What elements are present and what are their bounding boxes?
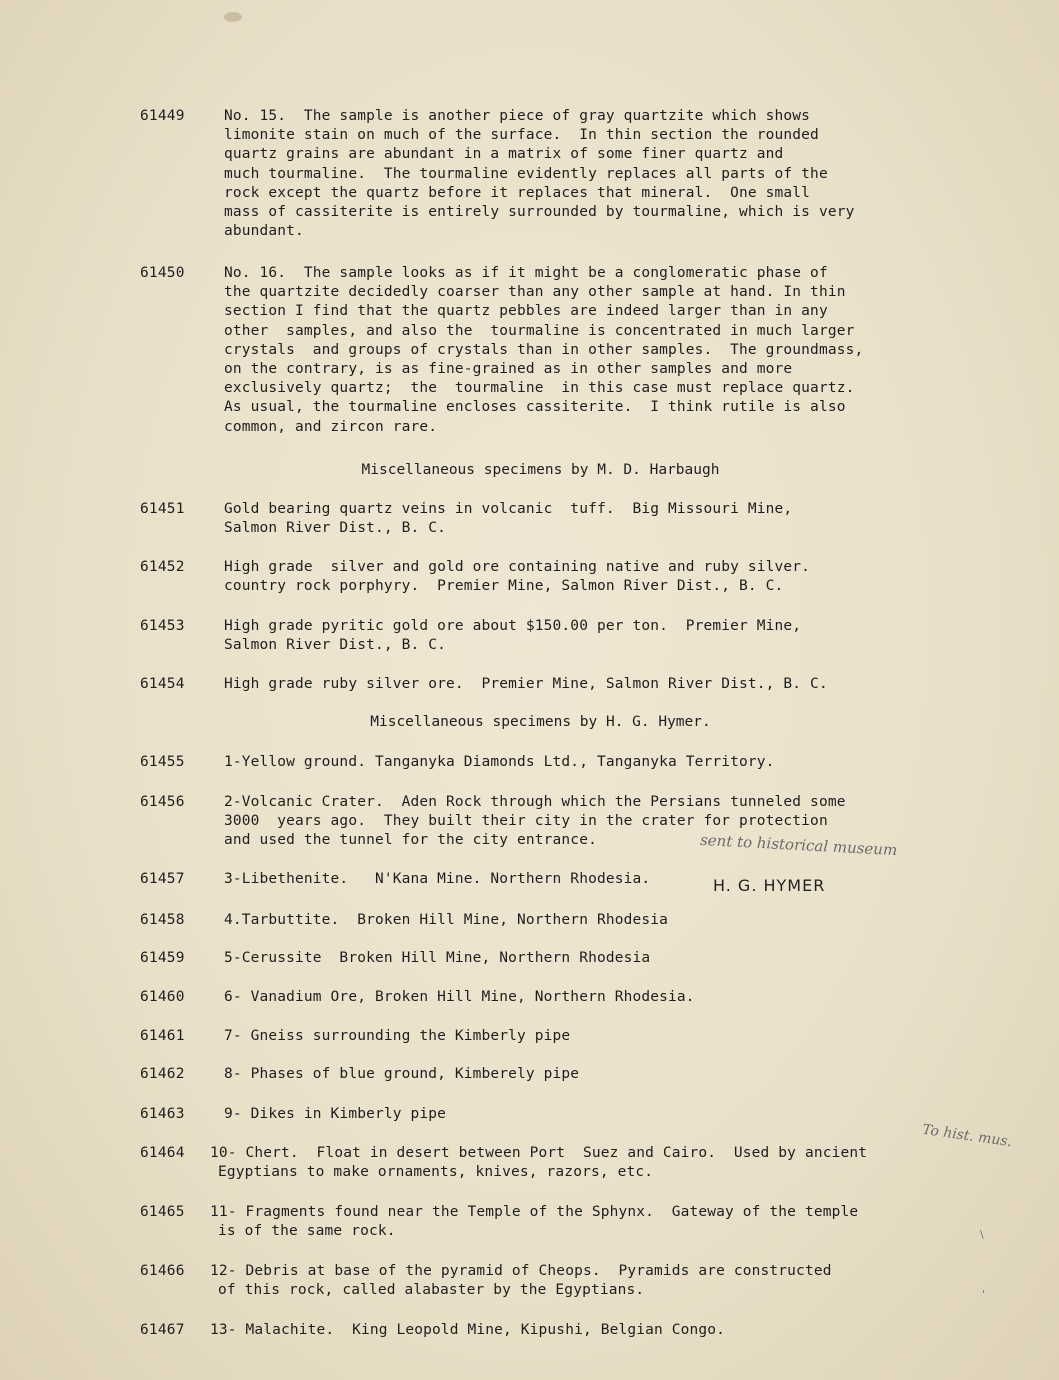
text-line: 11- Fragments found near the Temple of the Sphynx. Gateway of the temple bbox=[210, 1204, 859, 1220]
text-line: quartz grains are abundant in a matrix of some finer quartz and bbox=[224, 146, 784, 163]
text-line: and used the tunnel for the city entrance. bbox=[224, 832, 597, 849]
catalog-number: 61461 bbox=[140, 1028, 185, 1044]
catalog-number: 61449 bbox=[140, 108, 185, 124]
catalog-number: 61458 bbox=[140, 912, 185, 928]
entry-description bbox=[224, 911, 944, 930]
catalog-number: 61464 bbox=[140, 1145, 185, 1161]
text-line: limonite stain on much of the surface. In thin section the rounded bbox=[224, 127, 819, 144]
text-line: As usual, the tourmaline encloses cassiterite. I think rutile is also bbox=[224, 399, 846, 416]
text-line: 5-Cerussite Broken Hill Mine, Northern Rhodesia bbox=[224, 950, 651, 966]
entry-description bbox=[224, 753, 944, 772]
catalog-number: 61452 bbox=[140, 559, 185, 575]
entry-description bbox=[224, 870, 944, 889]
text-line: Gold bearing quartz veins in volcanic tuff. Big Missouri Mine, bbox=[224, 501, 793, 517]
entry-description bbox=[224, 988, 944, 1007]
text-line: rock except the quartz before it replaces that mineral. One small bbox=[224, 184, 811, 201]
text-line: abundant. bbox=[224, 223, 304, 240]
entry-description bbox=[224, 558, 944, 596]
text-line: mass of cassiterite is entirely surrounded by tourmaline, which is very bbox=[224, 204, 855, 221]
text-line: country rock porphyry. Premier Mine, Salmon River Dist., B. C. bbox=[224, 578, 784, 595]
entry-description bbox=[210, 1144, 940, 1182]
handwritten-signature: H. G. HYMER bbox=[713, 876, 826, 895]
entry-description bbox=[210, 1262, 940, 1300]
entry-description bbox=[224, 500, 944, 538]
text-line: High grade silver and gold ore containing native and ruby silver. bbox=[224, 559, 811, 575]
catalog-number: 61454 bbox=[140, 676, 185, 692]
pencil-mark: ' bbox=[982, 1288, 986, 1301]
text-line: 13- Malachite. King Leopold Mine, Kipushi, Belgian Congo. bbox=[210, 1322, 726, 1338]
text-line: 1-Yellow ground. Tanganyka Diamonds Ltd., Tanganyka Territory. bbox=[224, 754, 775, 770]
text-line: common, and zircon rare. bbox=[224, 418, 438, 435]
catalog-number: 61457 bbox=[140, 871, 185, 887]
entry-description bbox=[224, 264, 944, 437]
catalog-number: 61453 bbox=[140, 618, 185, 634]
text-line: No. 15. The sample is another piece of gray quartzite which shows bbox=[224, 108, 811, 124]
catalog-number: 61455 bbox=[140, 754, 185, 770]
text-line: other samples, and also the tourmaline is concentrated in much larger bbox=[224, 322, 855, 339]
text-line: crystals and groups of crystals than in other samples. The groundmass, bbox=[224, 341, 864, 358]
text-line: 2-Volcanic Crater. Aden Rock through which the Persians tunneled some bbox=[224, 794, 846, 810]
catalog-number: 61451 bbox=[140, 501, 185, 517]
catalog-number: 61450 bbox=[140, 265, 185, 281]
text-line: exclusively quartz; the tourmaline in this case must replace quartz. bbox=[224, 380, 855, 397]
entry-description bbox=[224, 949, 944, 968]
catalog-number: 61456 bbox=[140, 794, 185, 810]
text-line: Egyptians to make ornaments, knives, razors, etc. bbox=[218, 1164, 654, 1181]
paper-stain bbox=[224, 12, 242, 22]
text-line: of this rock, called alabaster by the Egyptians. bbox=[218, 1282, 645, 1299]
entry-description bbox=[210, 1203, 940, 1241]
catalog-number: 61459 bbox=[140, 950, 185, 966]
text-line: 9- Dikes in Kimberly pipe bbox=[224, 1106, 446, 1122]
entry-description bbox=[224, 1027, 944, 1046]
text-line: much tourmaline. The tourmaline evidently replaces all parts of the bbox=[224, 165, 828, 182]
text-line: the quartzite decidedly coarser than any other sample at hand. In thin bbox=[224, 284, 846, 301]
text-line: 12- Debris at base of the pyramid of Cheops. Pyramids are constructed bbox=[210, 1263, 832, 1279]
catalog-number: 61466 bbox=[140, 1263, 185, 1279]
text-line: 10- Chert. Float in desert between Port Suez and Cairo. Used by ancient bbox=[210, 1145, 868, 1161]
text-line: No. 16. The sample looks as if it might be a conglomeratic phase of bbox=[224, 265, 828, 281]
text-line: section I find that the quartz pebbles are indeed larger than in any bbox=[224, 303, 828, 320]
catalog-number: 61462 bbox=[140, 1066, 185, 1082]
text-line: 3-Libethenite. N'Kana Mine. Northern Rhodesia. bbox=[224, 871, 651, 887]
catalog-number: 61463 bbox=[140, 1106, 185, 1122]
text-line: 3000 years ago. They built their city in the crater for protection bbox=[224, 813, 828, 830]
entry-description bbox=[224, 1065, 944, 1084]
entry-description bbox=[224, 107, 944, 241]
catalog-number: 61460 bbox=[140, 989, 185, 1005]
text-line: Salmon River Dist., B. C. bbox=[224, 520, 446, 537]
text-line: Salmon River Dist., B. C. bbox=[224, 637, 446, 654]
handwritten-note-to-hist-mus: To hist. mus. bbox=[921, 1121, 1013, 1151]
text-line: High grade ruby silver ore. Premier Mine, Salmon River Dist., B. C. bbox=[224, 676, 828, 692]
section-heading-hymer: Miscellaneous specimens by H. G. Hymer. bbox=[370, 714, 711, 730]
entry-description bbox=[224, 1105, 944, 1124]
text-line: on the contrary, is as fine-grained as in other samples and more bbox=[224, 361, 793, 378]
section-heading-harbaugh: Miscellaneous specimens by M. D. Harbaugh bbox=[361, 462, 720, 478]
text-line: is of the same rock. bbox=[218, 1223, 396, 1240]
text-line: 4.Tarbuttite. Broken Hill Mine, Northern Rhodesia bbox=[224, 912, 668, 928]
handwritten-note-historical-museum: sent to historical museum bbox=[699, 830, 898, 860]
catalog-number: 61467 bbox=[140, 1322, 185, 1338]
text-line: 7- Gneiss surrounding the Kimberly pipe bbox=[224, 1028, 571, 1044]
catalog-number: 61465 bbox=[140, 1204, 185, 1220]
pencil-mark: \ bbox=[980, 1228, 984, 1241]
text-line: High grade pyritic gold ore about $150.00 per ton. Premier Mine, bbox=[224, 618, 802, 634]
text-line: 6- Vanadium Ore, Broken Hill Mine, Northern Rhodesia. bbox=[224, 989, 695, 1005]
entry-description bbox=[224, 675, 944, 694]
entry-description bbox=[224, 617, 944, 655]
text-line: 8- Phases of blue ground, Kimberely pipe bbox=[224, 1066, 580, 1082]
entry-description bbox=[210, 1321, 940, 1340]
